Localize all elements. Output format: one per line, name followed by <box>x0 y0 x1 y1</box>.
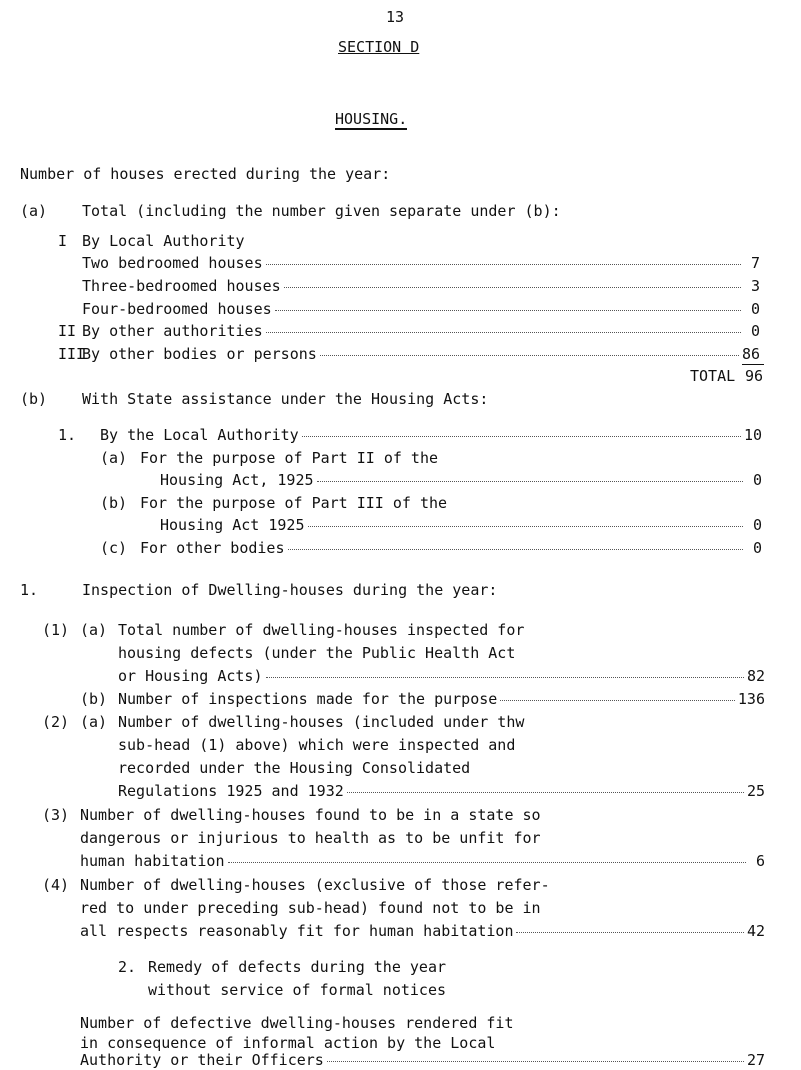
q1b-sub: (b) <box>80 690 108 708</box>
b-item-c-label: (c) <box>100 539 128 557</box>
b-item-c-text: For other bodies <box>140 539 285 557</box>
q3-line2: dangerous or injurious to health as to be unfit for <box>80 829 541 847</box>
other-bodies-value: 86 <box>741 345 760 363</box>
other-authorities-row <box>82 322 760 340</box>
b-item-c-row <box>140 539 762 557</box>
leader-dots <box>228 862 747 863</box>
q2a-value: 25 <box>746 782 765 800</box>
remedy-line1: Remedy of defects during the year <box>148 958 447 976</box>
other-authorities-label: By other authorities <box>82 322 263 340</box>
other-bodies-row <box>82 345 760 363</box>
q1b-row <box>118 690 765 708</box>
b-item-a-line2: Housing Act, 1925 <box>160 471 314 489</box>
section-title: SECTION D <box>338 38 420 56</box>
sub-numeral-ii: II <box>58 322 77 340</box>
b-item-a-row <box>160 471 762 489</box>
leader-dots <box>266 332 741 333</box>
leader-dots <box>302 436 741 437</box>
leader-dots <box>327 1061 744 1062</box>
q2a-row <box>118 782 765 800</box>
defective-line1: Number of defective dwelling-houses rendered fit <box>80 1014 514 1032</box>
b-item-b-label: (b) <box>100 494 128 512</box>
leader-dots <box>317 481 743 482</box>
q4-number: (4) <box>42 876 70 894</box>
b-item-1-value: 10 <box>743 426 762 444</box>
q1b-value: 136 <box>737 690 765 708</box>
remedy-line2: without service of formal notices <box>148 981 447 999</box>
q3-line3: human habitation <box>80 852 225 870</box>
b-item-a-value: 0 <box>752 471 762 489</box>
leader-dots <box>275 310 741 311</box>
q4-value: 42 <box>746 922 765 940</box>
inspection-title: Inspection of Dwelling-houses during the year: <box>82 581 498 599</box>
q2a-line4: Regulations 1925 and 1932 <box>118 782 344 800</box>
q4-line2: red to under preceding sub-head) found not to be in <box>80 899 541 917</box>
q4-row <box>80 922 765 940</box>
b-item-a-line1: For the purpose of Part II of the <box>140 449 439 467</box>
leader-dots <box>288 549 744 550</box>
b-item-b-value: 0 <box>752 516 762 534</box>
q1-number: (1) <box>42 621 70 639</box>
sub-numeral-iii: III <box>58 345 86 363</box>
three-bedroomed-value: 3 <box>750 277 760 295</box>
leader-dots <box>516 932 743 933</box>
b-item-c-value: 0 <box>752 539 762 557</box>
intro-text: Number of houses erected during the year: <box>20 165 391 183</box>
page-number: 13 <box>386 8 405 26</box>
page-title: HOUSING. <box>335 110 408 128</box>
leader-dots <box>266 264 741 265</box>
q4-line1: Number of dwelling-houses (exclusive of those refer- <box>80 876 550 894</box>
leader-dots <box>347 792 744 793</box>
part-b-label: (b) <box>20 390 48 408</box>
q2-number: (2) <box>42 713 70 731</box>
q1a-row <box>118 667 765 685</box>
total-value: 96 <box>745 367 764 385</box>
part-a-label: (a) <box>20 202 48 220</box>
total-rule <box>742 364 764 365</box>
sub-numeral-i: I <box>58 232 68 250</box>
two-bedroomed-row <box>82 254 760 272</box>
leader-dots <box>320 355 739 356</box>
defective-row <box>80 1051 765 1069</box>
b-item-1-label: By the Local Authority <box>100 426 299 444</box>
q2a-line1: Number of dwelling-houses (included under thw <box>118 713 525 731</box>
q1a-line2: housing defects (under the Public Health Act <box>118 644 516 662</box>
defective-line2: in consequence of informal action by the Local <box>80 1034 496 1052</box>
inspection-number: 1. <box>20 581 39 599</box>
q1a-line1: Total number of dwelling-houses inspected for <box>118 621 525 639</box>
part-b-text: With State assistance under the Housing Acts: <box>82 390 489 408</box>
leader-dots <box>308 526 744 527</box>
b-item-b-line1: For the purpose of Part III of the <box>140 494 448 512</box>
q3-value: 6 <box>755 852 765 870</box>
remedy-number: 2. <box>118 958 137 976</box>
four-bedroomed-value: 0 <box>750 300 760 318</box>
four-bedroomed-label: Four-bedroomed houses <box>82 300 272 318</box>
q1a-line3: or Housing Acts) <box>118 667 263 685</box>
part-a-text: Total (including the number given separate under (b): <box>82 202 561 220</box>
q1a-sub: (a) <box>80 621 108 639</box>
q2a-sub: (a) <box>80 713 108 731</box>
leader-dots <box>284 287 741 288</box>
q3-number: (3) <box>42 806 70 824</box>
four-bedroomed-row <box>82 300 760 318</box>
b-item-b-line2: Housing Act 1925 <box>160 516 305 534</box>
by-local-authority-label: By Local Authority <box>82 232 245 250</box>
defective-value: 27 <box>746 1051 765 1069</box>
q2a-line2: sub-head (1) above) which were inspected and <box>118 736 516 754</box>
three-bedroomed-label: Three-bedroomed houses <box>82 277 281 295</box>
b-item-1-row <box>100 426 762 444</box>
q3-row <box>80 852 765 870</box>
two-bedroomed-value: 7 <box>750 254 760 272</box>
b-item-a-label: (a) <box>100 449 128 467</box>
total-label: TOTAL <box>690 367 736 385</box>
q2a-line3: recorded under the Housing Consolidated <box>118 759 471 777</box>
q1a-value: 82 <box>746 667 765 685</box>
other-authorities-value: 0 <box>750 322 760 340</box>
other-bodies-label: By other bodies or persons <box>82 345 317 363</box>
defective-line3: Authority or their Officers <box>80 1051 324 1069</box>
b-item-b-row <box>160 516 762 534</box>
three-bedroomed-row <box>82 277 760 295</box>
two-bedroomed-label: Two bedroomed houses <box>82 254 263 272</box>
b-item-1-number: 1. <box>58 426 77 444</box>
q4-line3: all respects reasonably fit for human habitation <box>80 922 514 940</box>
q1b-text: Number of inspections made for the purpose <box>118 690 498 708</box>
leader-dots <box>500 700 735 701</box>
q3-line1: Number of dwelling-houses found to be in a state so <box>80 806 541 824</box>
leader-dots <box>266 677 744 678</box>
